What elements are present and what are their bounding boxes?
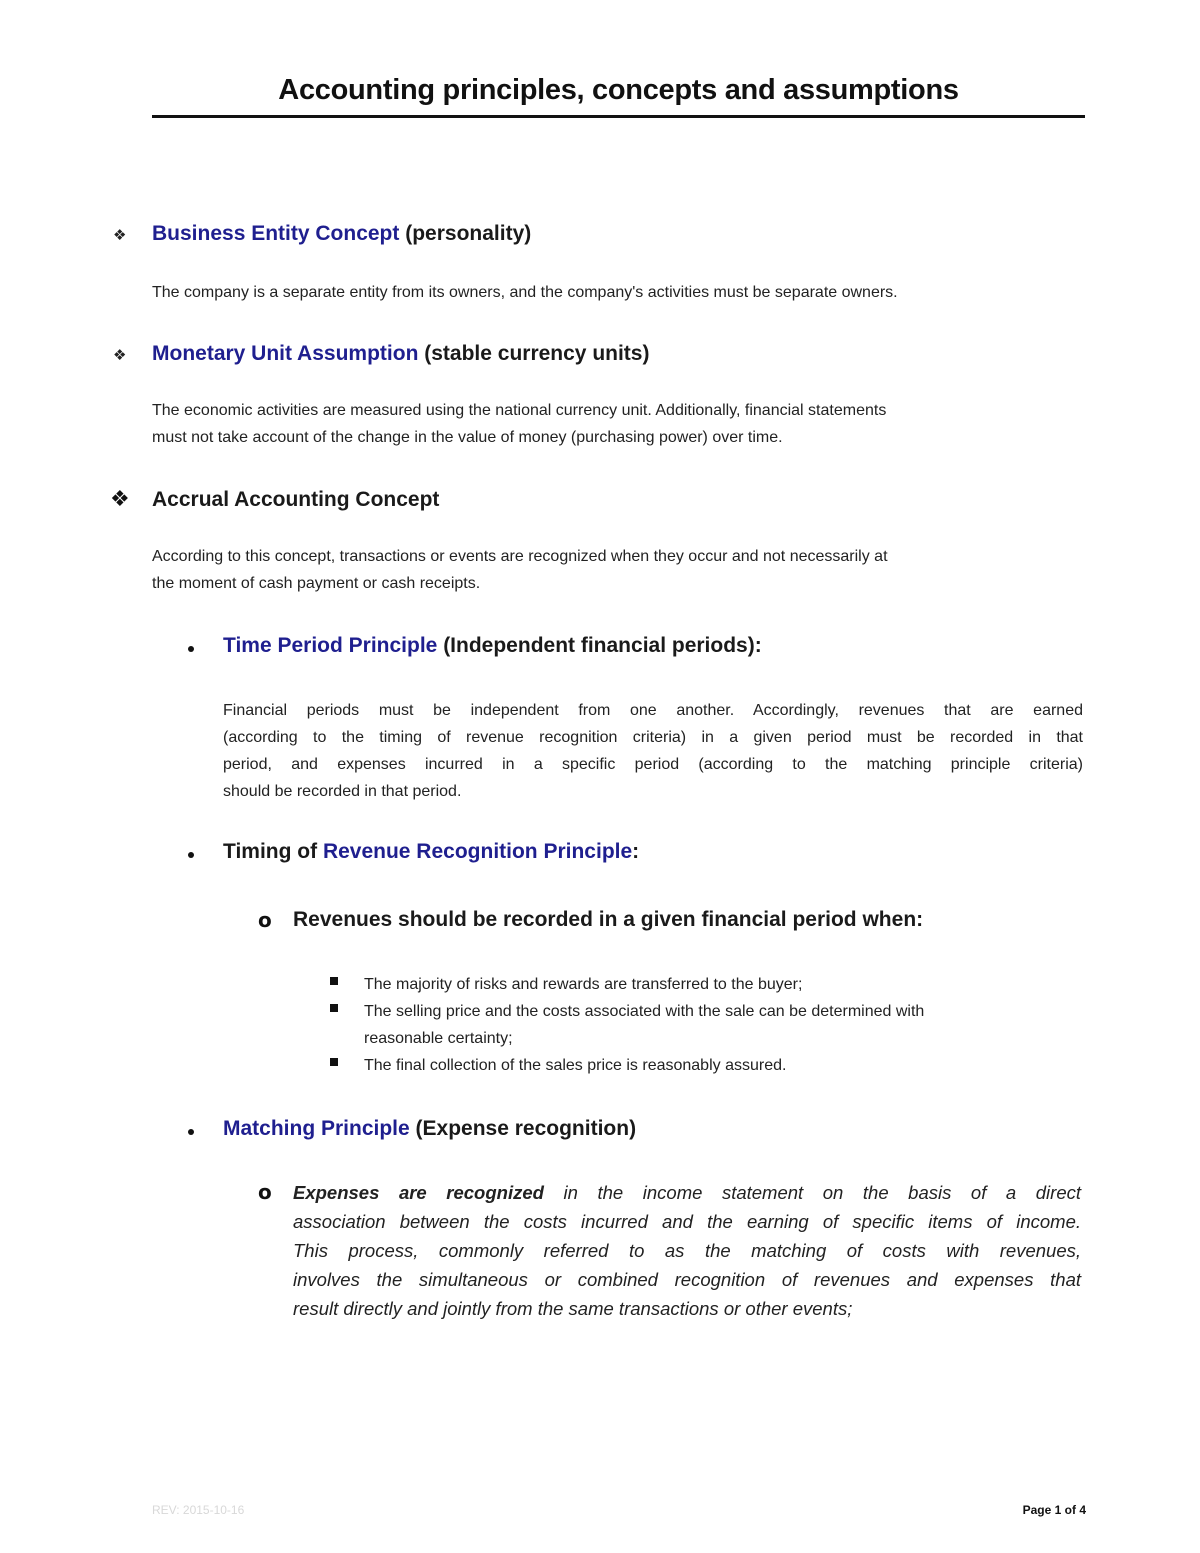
page-label: Page xyxy=(1022,1503,1055,1517)
monetary-unit-qualifier: (stable currency units) xyxy=(418,342,650,365)
time-period-body-line: (according to the timing of revenue recognition criteria) in a given period must be recorded in that xyxy=(223,729,1083,746)
diamond-bullet-icon: ❖ xyxy=(113,347,127,364)
matching-term: Matching Principle xyxy=(223,1117,410,1140)
page-current: 1 xyxy=(1054,1503,1062,1517)
time-period-heading xyxy=(223,634,762,658)
matching-body-line-text: in the income statement on the basis of a direct xyxy=(543,1182,1081,1203)
time-period-qualifier: (Independent financial periods): xyxy=(437,634,762,657)
monetary-unit-heading xyxy=(152,342,649,366)
business-entity-term: Business Entity Concept xyxy=(152,222,400,245)
matching-body-line: association between the costs incurred and the earning of specific items of income. xyxy=(293,1211,1081,1232)
business-entity-body: The company is a separate entity from its owners, and the company's activities must be separate owners. xyxy=(152,284,898,301)
business-entity-qualifier: (personality) xyxy=(399,222,532,245)
page-of-label: of xyxy=(1061,1503,1080,1517)
revenue-recognition-heading xyxy=(223,840,639,864)
time-period-body-line: Financial periods must be independent from one another. Accordingly, revenues that are earned xyxy=(223,702,1083,719)
monetary-unit-body xyxy=(152,397,1085,451)
bullet-dot-icon xyxy=(188,1129,194,1135)
hollow-circle-bullet-icon: o xyxy=(258,1180,272,1204)
page-total: 4 xyxy=(1079,1503,1086,1517)
time-period-term: Time Period Principle xyxy=(223,634,438,657)
matching-body xyxy=(293,1178,1081,1323)
bullet-dot-icon xyxy=(188,852,194,858)
matching-qualifier: (Expense recognition) xyxy=(409,1117,637,1140)
revenue-conditions-heading: Revenues should be recorded in a given financial period when: xyxy=(293,908,924,931)
hollow-circle-bullet-icon: o xyxy=(258,908,272,932)
revenue-recognition-term: Revenue Recognition Principle xyxy=(322,840,633,863)
matching-body-line: result directly and jointly from the same transactions or other events; xyxy=(293,1298,853,1319)
time-period-body xyxy=(223,697,1083,805)
monetary-unit-body-line: must not take account of the change in the value of money (purchasing power) over time. xyxy=(152,429,783,446)
revision-date: REV: 2015-10-16 xyxy=(152,1503,245,1517)
revenue-criteria-item-continued: reasonable certainty; xyxy=(364,1030,513,1047)
revenue-criteria-item: The majority of risks and rewards are transferred to the buyer; xyxy=(364,976,803,993)
document-title: Accounting principles, concepts and assumptions xyxy=(278,74,959,106)
business-entity-heading xyxy=(152,222,531,246)
accrual-body-line: the moment of cash payment or cash receipts. xyxy=(152,575,481,592)
matching-lead-bold: Expenses are recognized xyxy=(293,1182,544,1203)
square-bullet-icon xyxy=(330,977,338,985)
revenue-criteria-item: The selling price and the costs associated with the sale can be determined with xyxy=(364,1003,925,1020)
revenue-criteria-item: The final collection of the sales price is reasonably assured. xyxy=(364,1057,787,1074)
square-bullet-icon xyxy=(330,1058,338,1066)
matching-body-line xyxy=(293,1178,1081,1207)
matching-heading xyxy=(223,1117,636,1141)
bullet-dot-icon xyxy=(188,646,194,652)
title-underline xyxy=(152,115,1085,118)
revenue-criteria-list xyxy=(364,971,1084,1079)
page-number xyxy=(1023,1503,1086,1517)
monetary-unit-body-line: The economic activities are measured using the national currency unit. Additionally, financial statements xyxy=(152,402,887,419)
matching-body-line: involves the simultaneous or combined recognition of revenues and expenses that xyxy=(293,1269,1081,1290)
accrual-body-line: According to this concept, transactions or events are recognized when they occur and not necessarily at xyxy=(152,548,888,565)
accrual-body xyxy=(152,543,1085,597)
time-period-body-line: should be recorded in that period. xyxy=(223,783,462,800)
matching-body-line: This process, commonly referred to as the matching of costs with revenues, xyxy=(293,1240,1081,1261)
revenue-recognition-suffix: : xyxy=(632,840,640,863)
diamond-bullet-icon: ❖ xyxy=(113,227,127,244)
monetary-unit-term: Monetary Unit Assumption xyxy=(152,342,419,365)
accrual-heading: Accrual Accounting Concept xyxy=(152,488,440,511)
diamond-bullet-icon: ❖ xyxy=(110,486,130,511)
square-bullet-icon xyxy=(330,1004,338,1012)
time-period-body-line: period, and expenses incurred in a specific period (according to the matching principle criteria) xyxy=(223,756,1083,773)
revenue-recognition-prefix: Timing of xyxy=(223,840,323,863)
